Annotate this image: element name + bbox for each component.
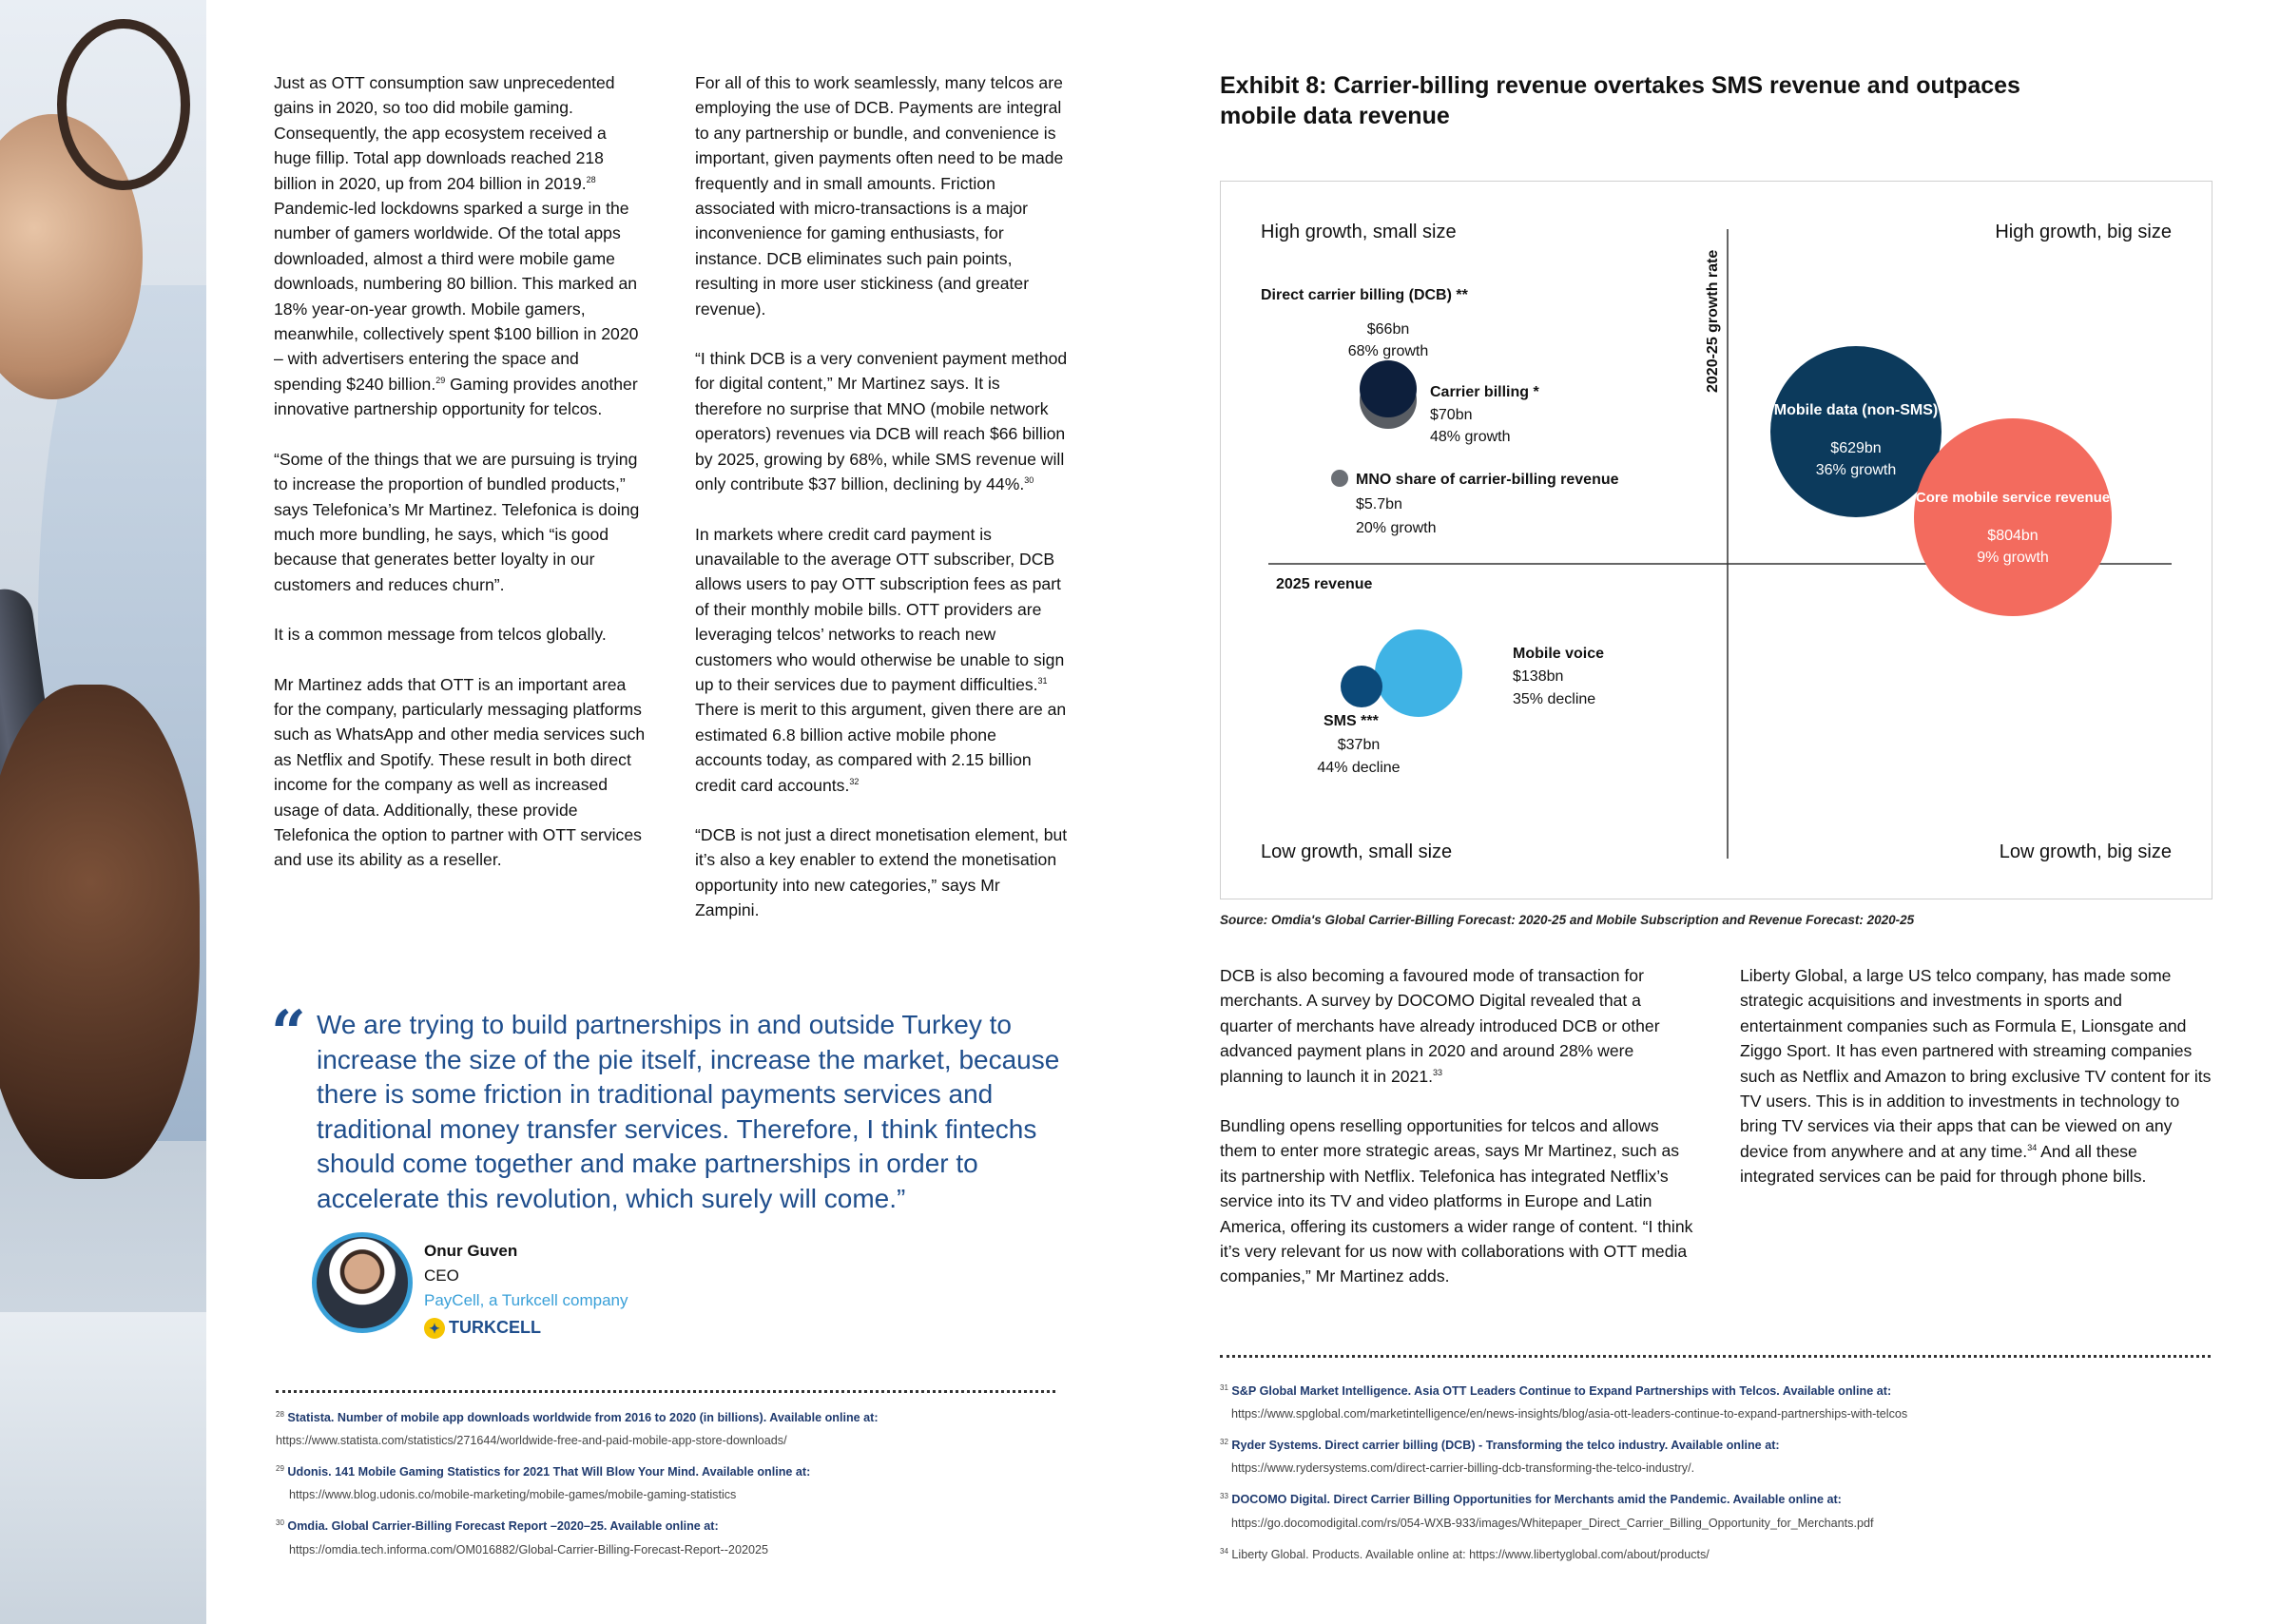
chart-svg bbox=[1221, 182, 2212, 899]
chart-source: Source: Omdia's Global Carrier-Billing Forecast: 2020-25 and Mobile Subscription and Revenue Forecast: 2020-25 bbox=[1220, 913, 1915, 927]
footnote: $^{31}$ S&P Global Market Intelligence. Asia OTT Leaders Continue to Expand Partnerships with Telcos. Available online at: https://www.spglobal.com/marketintelligence/en/news-insights/blog/asia-ott-leaders-continue-to-expand-partnerships-with-telcos bbox=[1220, 1383, 1908, 1421]
quote-text: We are trying to build partnerships in and outside Turkey to increase the size of the pie itself, increase the market, because there is some friction in traditional payments services and traditional money transfer services. Therefore, I think fintechs should come together and make partnerships in order to accelerate this revolution, which surely will come.” bbox=[317, 1010, 1060, 1213]
series-label: MNO share of carrier-billing revenue bbox=[1356, 472, 1619, 488]
footnote-list-left bbox=[276, 1403, 1065, 1561]
right-text-column-a bbox=[1220, 963, 1695, 1314]
footnote-list-right bbox=[1220, 1377, 2211, 1566]
quadrant-label: High growth, small size bbox=[1261, 222, 1457, 242]
person-name: Onur Guven bbox=[424, 1242, 518, 1260]
footnote: $^{28}$ Statista. Number of mobile app downloads worldwide from 2016 to 2020 (in billions). Available online at: https://www.statista.com/statistics/271644/worldwide-free-and-paid-mobile-app-store-downloads/ bbox=[276, 1410, 879, 1448]
data-label: $138bn bbox=[1513, 668, 1564, 685]
footnote: $^{33}$ DOCOMO Digital. Direct Carrier Billing Opportunities for Merchants amid the Pandemic. Available online at: https://go.docomodigital.com/rs/054-WXB-933/images/Whitepaper_Direct_Carrier_Billing_Opportunity_for_Merchants.pdf bbox=[1220, 1492, 1874, 1530]
footnote: $^{30}$ Omdia. Global Carrier-Billing Forecast Report –2020–25. Available online at: https://omdia.tech.informa.com/OM016882/Global-Carrier-Billing-Forecast-Report--202025 bbox=[276, 1518, 768, 1556]
footnote: $^{32}$ Ryder Systems. Direct carrier billing (DCB) - Transforming the telco industry. Available online at: https://www.rydersystems.com/direct-carrier-billing-dcb-transforming-the-telco-industry/. bbox=[1220, 1438, 1780, 1476]
bubble-chart bbox=[1220, 181, 2212, 899]
paragraph: Mr Martinez adds that OTT is an important area for the company, particularly messaging platforms such as WhatsApp and other media services such as Netflix and Spotify. These result in both direct income for the company as well as increased usage of data. Additionally, these provide Telefonica the option to partner with OTT services and use its ability as a reseller. bbox=[274, 674, 646, 870]
bubble-mobile-voice bbox=[1375, 629, 1462, 717]
footnote-divider bbox=[276, 1390, 1055, 1393]
series-label: Carrier billing * bbox=[1430, 384, 1539, 400]
bubble-core-mobile bbox=[1914, 418, 2112, 616]
data-label: $629bn bbox=[1830, 440, 1882, 456]
data-label: $70bn bbox=[1430, 407, 1473, 423]
data-label: 68% growth bbox=[1347, 343, 1429, 359]
y-axis-label: 2020-25 growth rate bbox=[1705, 249, 1721, 393]
data-label: $804bn bbox=[1987, 528, 2038, 544]
series-label: Direct carrier billing (DCB) ** bbox=[1261, 287, 1468, 303]
data-label: 44% decline bbox=[1317, 760, 1401, 776]
data-label: $5.7bn bbox=[1356, 496, 1402, 512]
footnote: $^{34}$ Liberty Global. Products. Available online at: https://www.libertyglobal.com/about/products/ bbox=[1220, 1546, 1710, 1561]
data-label: 36% growth bbox=[1815, 462, 1897, 478]
paragraph: For all of this to work seamlessly, many telcos are employing the use of DCB. Payments are integral to any partnership or bundle, and convenience is important, given payments often need to be made frequently and in small amounts. Friction associated with micro-transactions is a major inconvenience for gaming enthusiasts, for instance. DCB eliminates such pain points, resulting in more user stickiness (and greater revenue). bbox=[695, 73, 1064, 319]
series-label: Mobile data (non-SMS) bbox=[1773, 402, 1939, 418]
photo-glasses bbox=[57, 19, 190, 190]
person-role: CEO bbox=[424, 1266, 459, 1285]
photo-hand bbox=[0, 685, 200, 1179]
exhibit-title: Exhibit 8: Carrier-billing revenue overtakes SMS revenue and outpaces mobile data revenue bbox=[1220, 72, 2020, 129]
turkcell-logo: ✦ TURKCELL bbox=[424, 1318, 541, 1339]
data-label: 20% growth bbox=[1356, 520, 1437, 536]
footnote: $^{29}$ Udonis. 141 Mobile Gaming Statistics for 2021 That Will Blow Your Mind. Available online at: https://www.blog.udonis.co/mobile-marketing/mobile-games/mobile-gaming-statistics bbox=[276, 1464, 811, 1502]
left-text-column bbox=[274, 70, 647, 898]
footnote-divider bbox=[1220, 1355, 2211, 1358]
person-company: PayCell, a Turkcell company bbox=[424, 1291, 628, 1309]
data-label: 35% decline bbox=[1513, 691, 1596, 707]
paragraph: In markets where credit card payment is unavailable to the average OTT subscriber, DCB allows users to pay OTT subscription fees as part of their monthly mobile bills. OTT providers are leveraging telcos’ networks to reach new customers who would otherwise be unable to sign up to their services due to payment difficulties.$^{31}$ There is merit to this argument, given there are an estimated 6.8 billion active mobile phone accounts today, as compared with 2.15 billion credit card accounts.$^{32}$ bbox=[695, 524, 1067, 795]
data-label: 9% growth bbox=[1977, 550, 2049, 566]
x-axis-label: 2025 revenue bbox=[1276, 576, 1373, 592]
paragraph: Just as OTT consumption saw unprecedented gains in 2020, so too did mobile gaming. Consequently, the app ecosystem received a huge fillip. Total app downloads reached 218 billion in 2020, up from 204 billion in 2019.28 Pandemic-led lockdowns sparked a surge in the number of gamers worldwide. Of the total apps downloaded, almost a third were mobile game downloads, numbering 80 billion. This marked an 18% year-on-year growth. Mobile gamers, meanwhile, collectively spent $100 billion in 2020 – with advertisers entering the space and spending $240 billion.$^{29}$ Gaming provides another innovative partnership opportunity for telcos. bbox=[274, 73, 639, 419]
data-label: $66bn bbox=[1366, 321, 1410, 338]
paragraph: It is a common message from telcos globally. bbox=[274, 625, 607, 645]
quadrant-label: Low growth, big size bbox=[1999, 841, 2172, 862]
turkcell-logo-icon: ✦ bbox=[424, 1318, 445, 1339]
cover-photo bbox=[0, 0, 206, 1624]
data-label: $37bn bbox=[1337, 737, 1381, 753]
paragraph: Liberty Global, a large US telco company, has made some strategic acquisitions and investments in sports and entertainment companies such as Formula E, Lionsgate and Ziggo Sport. It has even partnered with streaming companies such as Netflix and Amazon to bring exclusive TV content for its TV users. This is in addition to investments in technology to bring TV services via their apps that can be viewed on any device from anywhere and at any time.$^{34}$ And all these integrated services can be paid for through phone bills. bbox=[1740, 966, 2212, 1187]
right-text-column-b bbox=[1740, 963, 2215, 1214]
quote-mark-icon: “ bbox=[271, 997, 306, 1069]
series-label: Mobile voice bbox=[1513, 646, 1605, 662]
series-label: SMS *** bbox=[1324, 713, 1379, 729]
data-label: 48% growth bbox=[1430, 429, 1511, 445]
photo-desk bbox=[0, 1312, 206, 1624]
series-label: Core mobile service revenue bbox=[1915, 490, 2111, 506]
middle-text-column bbox=[695, 70, 1068, 948]
bubble-sms bbox=[1341, 666, 1382, 707]
bubble-dcb bbox=[1360, 360, 1417, 417]
paragraph: “I think DCB is a very convenient payment method for digital content,” Mr Martinez says. It is therefore no surprise that MNO (mobile network operators) revenues via DCB will reach $66 billion by 2025, growing by 68%, while SMS revenue will only contribute $37 billion, declining by 44%.$^{30}$ bbox=[695, 349, 1068, 494]
quadrant-label: Low growth, small size bbox=[1261, 841, 1453, 862]
quadrant-label: High growth, big size bbox=[1995, 222, 2172, 242]
bubble-mno-share bbox=[1331, 470, 1348, 487]
paragraph: Bundling opens reselling opportunities for telcos and allows them to enter more strategic areas, says Mr Martinez, such as its partnership with Netflix. Telefonica has integrated Netflix’s service into its TV and video platforms in Europe and Latin America, offering its customers a wider range of content. “I think it’s very relevant for us now with collaborations with OTT media companies,” Mr Martinez adds. bbox=[1220, 1116, 1693, 1286]
paragraph: “Some of the things that we are pursuing is trying to increase the proportion of bundled products,” says Telefonica’s Mr Martinez. Telefonica is doing much more bundling, he says, which “is good because that generates better loyalty in our customers and reduces churn”. bbox=[274, 449, 640, 594]
paragraph: “DCB is not just a direct monetisation element, but it’s also a key enabler to extend the monetisation opportunity into new categories,” says Mr Zampini. bbox=[695, 824, 1068, 920]
avatar bbox=[312, 1232, 413, 1333]
paragraph: DCB is also becoming a favoured mode of transaction for merchants. A survey by DOCOMO Digital revealed that a quarter of merchants have already introduced DCB or other advanced payment plans in 2020 and around 28% were planning to launch it in 2021.33 bbox=[1220, 966, 1660, 1086]
